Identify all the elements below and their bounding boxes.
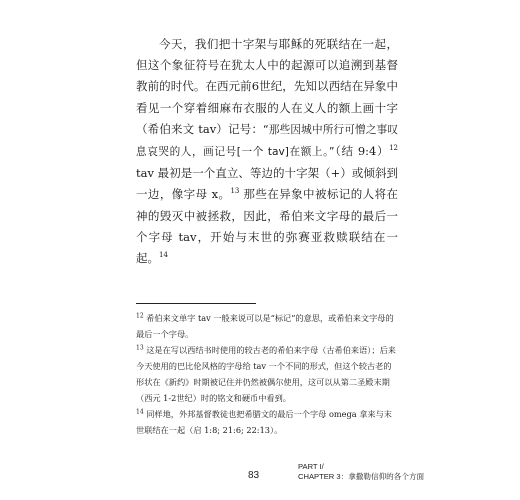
paragraph-intro: 今天，我们把十字架与耶稣的死联结在一起，但这个象征符号在犹太人中的起源可以追溯到基督教前的时代。在西元前6世纪，先知以西结在异象中看见一个穿着细麻布衣服的人在义人的额上画十字（希伯来文 tav）记号：	[136, 37, 398, 136]
footnote-ref-13[interactable]: 13	[230, 187, 240, 196]
footnote-text: 这是在写以西结书时使用的较古老的希伯来字母（古希伯来语）；后来今天使用的巴比伦风格的字母给 tav 一个不同的形式，但这个较古老的形状在《新约》时期被记住并仍然被偶尔使用，这可以从第二圣殿末期（西元 1-2世纪）时的铭文和硬币中看到。	[136, 345, 396, 403]
running-footer	[298, 462, 424, 482]
footnote-ref-12[interactable]: 12	[389, 144, 398, 153]
footnote-number: 12	[136, 312, 144, 320]
footnote-number: 13	[136, 344, 144, 352]
scripture-reference: （结 9:4）	[334, 144, 390, 159]
main-text	[136, 34, 398, 269]
footnote-text: 希伯来文单字 tav 一般来说可以是“标记”的意思，或希伯来文字母的最后一个字母。	[136, 313, 394, 339]
main-paragraph	[136, 34, 398, 269]
paragraph-continued-2: 那些在异象中被标记的人将在神的毁灭中被拯救，因此，希伯来文字母的最后一个字母 tav，开始与末世的弥赛亚救赎联结在一起。	[136, 187, 398, 266]
footnote-divider	[136, 303, 256, 304]
footnote-13	[136, 342, 398, 406]
footnote-text: 同样地，外邦基督教徒也把希腊文的最后一个字母 omega 拿来与末世联结在一起（启 1:8; 21:6; 22:13）。	[136, 409, 392, 435]
footnote-12	[136, 310, 398, 342]
footnote-ref-14[interactable]: 14	[159, 251, 168, 260]
footnote-number: 14	[136, 408, 144, 416]
scripture-quote: “那些因城中所行可憎之事叹息哀哭的人，画记号[一个 tav]在额上。”	[136, 123, 398, 159]
chapter-label: CHAPTER 3：拿撒勒信仰的各个方面	[298, 472, 425, 481]
page-number: 83	[248, 470, 260, 481]
part-label: PART I/	[298, 462, 324, 471]
paragraph-continued-1: tav 最初是一个直立、等边的十字架（+）或倾斜到一边，像字母 x。	[136, 166, 398, 202]
footnote-14	[136, 406, 398, 438]
footnotes-section	[136, 310, 398, 438]
